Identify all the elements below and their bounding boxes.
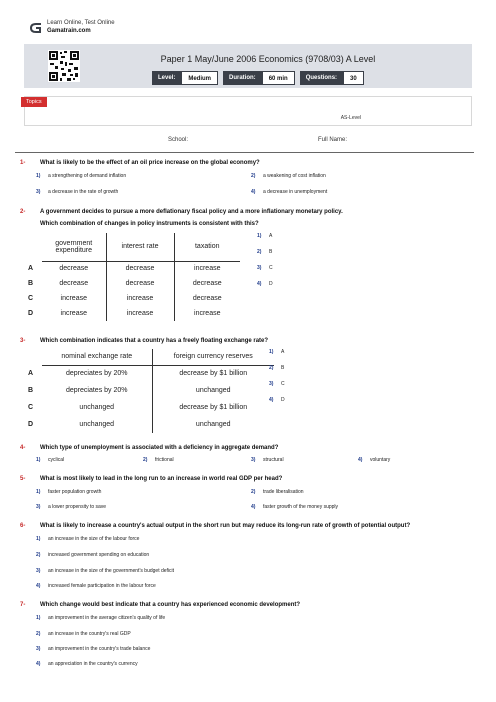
table-header: interest rate	[106, 233, 174, 261]
question-number: 2-	[20, 209, 26, 215]
option-1[interactable]: 1) A	[269, 349, 285, 355]
question-text: Which combination indicates that a country has a freely floating exchange rate?	[40, 338, 269, 344]
option-2[interactable]: 2) B	[269, 365, 285, 371]
option-2[interactable]: 2) frictional	[143, 457, 174, 463]
question-number: 5-	[20, 476, 26, 482]
exchange-rate-table	[28, 349, 274, 433]
question-number: 4-	[20, 445, 26, 451]
table-header: foreign currency reserves	[152, 349, 274, 365]
question-number: 1-	[20, 160, 26, 166]
table-header: taxation	[174, 233, 240, 261]
option-3[interactable]: 3) an increase in the size of the government's budget deficit	[36, 568, 175, 574]
option-3[interactable]: 3) C	[269, 381, 285, 387]
question-number: 3-	[20, 338, 26, 344]
option-4[interactable]: 4) D	[257, 281, 273, 287]
question-text: Which type of unemployment is associated with a deficiency in aggregate demand?	[40, 445, 279, 451]
topics-box	[24, 96, 472, 126]
option-4[interactable]: 4) D	[269, 397, 285, 403]
option-4[interactable]: 4) increased female participation in the labour force	[36, 583, 156, 589]
table-row: B depreciates by 20% unchanged	[28, 382, 274, 399]
paper-title: Paper 1 May/June 2006 Economics (9708/03) A Level	[160, 54, 376, 64]
question-text: Which change would best indicate that a country has experienced economic development?	[40, 602, 301, 608]
brand-tagline: Learn Online, Test Online	[47, 20, 115, 26]
option-2[interactable]: 2) increased government spending on education	[36, 552, 150, 558]
question-text: What is likely to increase a country's actual output in the short run but may reduce its long-run rate of growth of potential output?	[40, 523, 411, 529]
question-number: 7-	[20, 602, 26, 608]
table-row: C increase increase decrease	[28, 291, 240, 306]
question-subtext: Which combination of changes in policy instruments is consistent with this?	[40, 221, 259, 227]
option-4[interactable]: 4) an appreciation in the country's currency	[36, 661, 138, 667]
option-2[interactable]: 2) B	[257, 249, 273, 255]
paper-badges	[152, 71, 369, 85]
table-header: nominal exchange rate	[42, 349, 152, 365]
table-row: D unchanged unchanged	[28, 416, 274, 433]
option-3[interactable]: 3) an improvement in the country's trade balance	[36, 646, 151, 652]
topic-tag[interactable]: AS-Level	[340, 115, 361, 121]
option-4[interactable]: 4) a decrease in unemployment	[251, 189, 328, 195]
question-text: What is most likely to lead in the long run to an increase in world real GDP per head?	[40, 476, 283, 482]
option-2[interactable]: 2) an increase in the country's real GDP	[36, 631, 131, 637]
table-header: government expenditure	[42, 233, 106, 261]
table-row: B decrease decrease decrease	[28, 276, 240, 291]
questions-value: 30	[343, 71, 364, 85]
table-row: D increase increase increase	[28, 306, 240, 321]
gamatrain-logo-icon	[29, 22, 43, 34]
table-row: A decrease decrease increase	[28, 261, 240, 276]
level-label: Level:	[152, 71, 181, 85]
option-1[interactable]: 1) A	[257, 233, 273, 239]
option-1[interactable]: 1) faster population growth	[36, 489, 102, 495]
level-value: Medium	[181, 71, 218, 85]
option-1[interactable]: 1) an increase in the size of the labour force	[36, 536, 140, 542]
duration-value: 60 min	[262, 71, 295, 85]
policy-table	[28, 233, 240, 321]
option-3[interactable]: 3) a decrease in the rate of growth	[36, 189, 119, 195]
option-1[interactable]: 1) an improvement in the average citizen's quality of life	[36, 615, 166, 621]
questions-label: Questions:	[300, 71, 343, 85]
paper-header	[24, 44, 472, 88]
option-4[interactable]: 4) faster growth of the money supply	[251, 504, 339, 510]
question-number: 6-	[20, 523, 26, 529]
full-name-field-label: Full Name:	[318, 137, 348, 143]
duration-label: Duration:	[223, 71, 262, 85]
table-row: A depreciates by 20% decrease by $1 billion	[28, 365, 274, 382]
topics-tab: Topics	[21, 97, 47, 107]
option-2[interactable]: 2) a weakening of cost inflation	[251, 173, 326, 179]
option-2[interactable]: 2) trade liberalisation	[251, 489, 304, 495]
brand	[29, 18, 229, 38]
option-1[interactable]: 1) cyclical	[36, 457, 65, 463]
option-3[interactable]: 3) structural	[251, 457, 284, 463]
school-field-label: School:	[168, 137, 189, 143]
option-3[interactable]: 3) C	[257, 265, 273, 271]
option-1[interactable]: 1) a strengthening of demand inflation	[36, 173, 127, 179]
header-divider	[15, 152, 474, 153]
table-row: C unchanged decrease by $1 billion	[28, 399, 274, 416]
question-text: A government decides to pursue a more deflationary fiscal policy and a more inflationary monetary policy.	[40, 209, 343, 215]
brand-site[interactable]: Gamatrain.com	[47, 28, 91, 34]
option-3[interactable]: 3) a lower propensity to save	[36, 504, 107, 510]
question-text: What is likely to be the effect of an oil price increase on the global economy?	[40, 160, 260, 166]
option-4[interactable]: 4) voluntary	[358, 457, 391, 463]
